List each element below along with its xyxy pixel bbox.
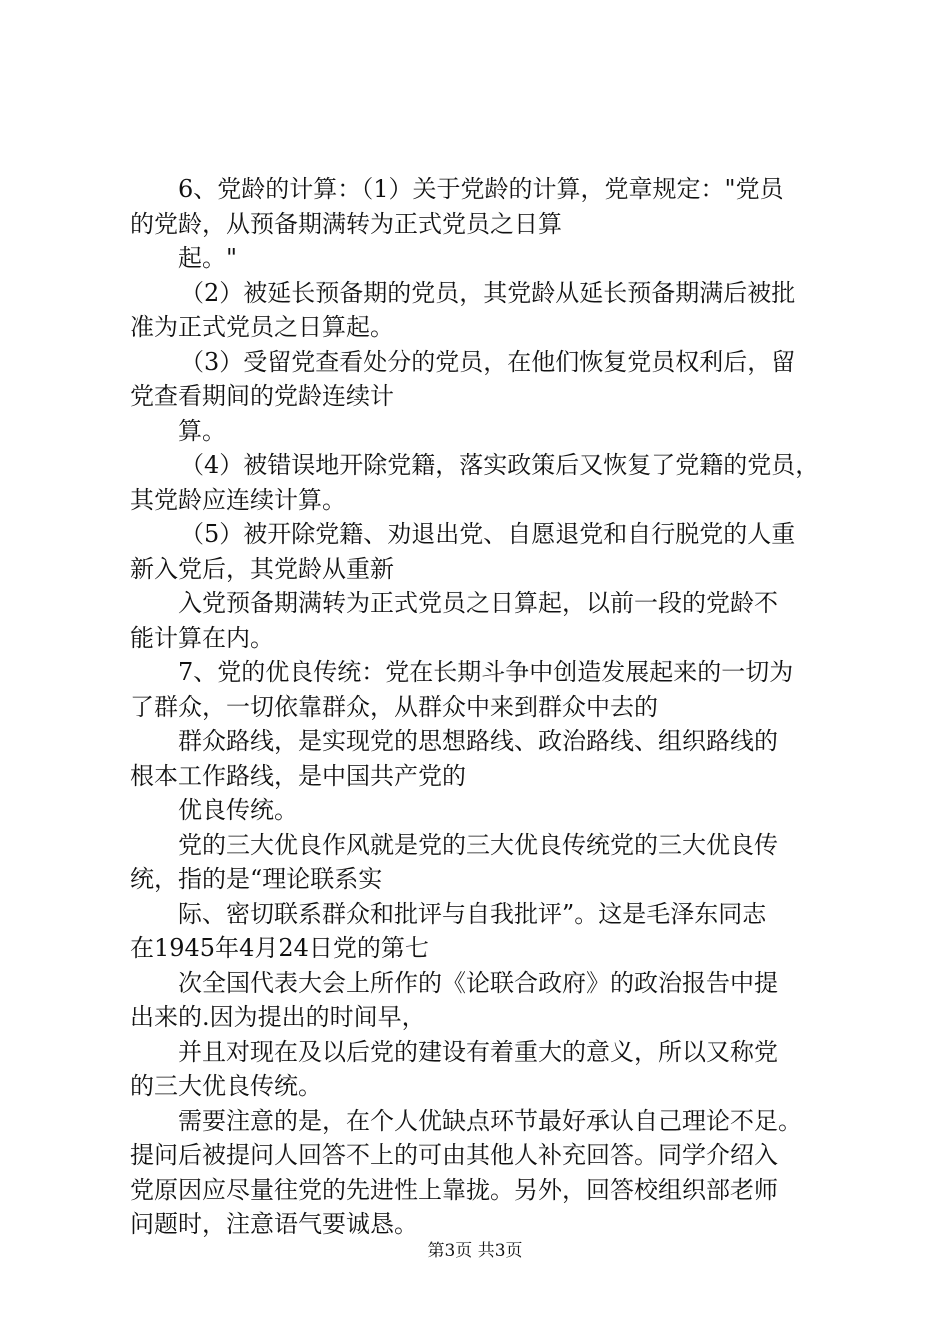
text-line: 了群众，一切依靠群众，从群众中来到群众中去的 bbox=[130, 692, 658, 721]
text-line: 的三大优良传统。 bbox=[130, 1072, 322, 1100]
text-line: 入党预备期满转为正式党员之日算起，以前一段的党龄不 bbox=[178, 589, 778, 617]
text-line: 起。" bbox=[178, 244, 238, 272]
text-line: 党原因应尽量往党的先进性上靠拢。另外，回答校组织部老师 bbox=[130, 1175, 778, 1204]
text-line: 出来的.因为提出的时间早， bbox=[130, 1003, 426, 1031]
text-line: 际、密切联系群众和批评与自我批评”。这是毛泽东同志 bbox=[178, 899, 767, 928]
text-line: 党查看期间的党龄连续计 bbox=[130, 382, 394, 410]
text-line: 群众路线，是实现党的思想路线、政治路线、组织路线的 bbox=[178, 727, 778, 755]
text-line: （3）受留党查看处分的党员，在他们恢复党员权利后，留 bbox=[180, 347, 796, 376]
document-body bbox=[130, 172, 840, 1242]
text-line: 6、党龄的计算：（1）关于党龄的计算，党章规定："党员 bbox=[178, 175, 784, 203]
text-line: （5）被开除党籍、劝退出党、自愿退党和自行脱党的人重 bbox=[180, 520, 796, 548]
text-line: 根本工作路线，是中国共产党的 bbox=[130, 761, 466, 790]
text-line: 在1945年4月24日党的第七 bbox=[130, 934, 429, 962]
text-line: 提问后被提问人回答不上的可由其他人补充回答。同学介绍入 bbox=[130, 1141, 778, 1169]
text-line: 并且对现在及以后党的建设有着重大的意义，所以又称党 bbox=[178, 1037, 778, 1066]
text-line: 优良传统。 bbox=[178, 796, 298, 824]
text-line: 的党龄，从预备期满转为正式党员之日算 bbox=[130, 209, 562, 238]
page-footer: 第3页 共3页 bbox=[427, 1241, 523, 1261]
text-line: 次全国代表大会上所作的《论联合政府》的政治报告中提 bbox=[178, 968, 778, 997]
text-line: （2）被延长预备期的党员，其党龄从延长预备期满后被批 bbox=[180, 278, 796, 307]
text-line: 新入党后，其党龄从重新 bbox=[130, 554, 394, 583]
text-line: 需要注意的是，在个人优缺点环节最好承认自己理论不足。 bbox=[178, 1106, 802, 1135]
text-line: （4）被错误地开除党籍，落实政策后又恢复了党籍的党员， bbox=[180, 451, 820, 479]
text-line: 7、党的优良传统：党在长期斗争中创造发展起来的一切为 bbox=[178, 658, 794, 686]
text-line: 算。 bbox=[178, 416, 226, 445]
text-line: 准为正式党员之日算起。 bbox=[130, 313, 394, 341]
text-line: 其党龄应连续计算。 bbox=[130, 485, 346, 514]
text-line: 党的三大优良作风就是党的三大优良传统党的三大优良传 bbox=[178, 830, 778, 859]
text-line: 统，指的是“理论联系实 bbox=[130, 865, 383, 893]
text-line: 问题时，注意语气要诚恳。 bbox=[130, 1210, 418, 1238]
text-line: 能计算在内。 bbox=[130, 623, 274, 652]
